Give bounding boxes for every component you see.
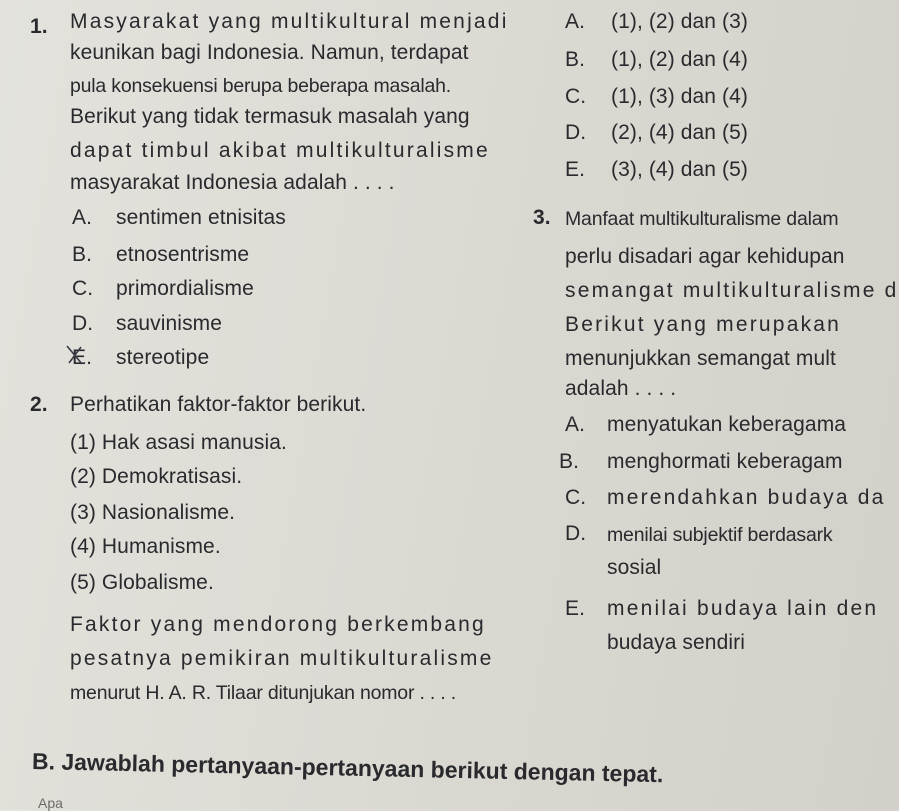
q2-option-e-text: (3), (4) dan (5) <box>611 158 748 181</box>
q2-item-1: (1) Hak asasi manusia. <box>70 431 287 454</box>
q2-option-d-letter: D. <box>565 121 587 144</box>
q1-number: 1. <box>30 15 48 38</box>
q3-option-e-text: menilai budaya lain den <box>607 597 879 620</box>
q2-option-a-letter: A. <box>565 10 586 33</box>
q1-option-a-text: sentimen etnisitas <box>116 206 286 229</box>
section-b-label: B. <box>31 748 56 775</box>
q2-question-line-2: pesatnya pemikiran multikulturalisme <box>70 647 494 670</box>
q2-question-line-1: Faktor yang mendorong berkembang <box>70 613 486 636</box>
q2-number: 2. <box>30 393 48 416</box>
q2-option-c-letter: C. <box>565 85 587 108</box>
q2-item-3: (3) Nasionalisme. <box>70 501 236 524</box>
q2-question-line-3: menurut H. A. R. Tilaar ditunjukan nomor . . . . <box>70 682 456 704</box>
q3-line-2: perlu disadari agar kehidupan <box>565 245 845 268</box>
q3-line-4: Berikut yang merupakan <box>565 313 842 336</box>
q1-option-e-text: stereotipe <box>116 346 210 369</box>
q2-option-d-text: (2), (4) dan (5) <box>611 121 748 144</box>
q2-option-b-letter: B. <box>565 48 586 71</box>
q3-option-b-text: menghormati keberagam <box>607 450 843 473</box>
q3-option-a-letter: A. <box>565 413 586 436</box>
q2-item-4: (4) Humanisme. <box>70 535 221 558</box>
q1-option-b-text: etnosentrisme <box>116 243 250 266</box>
q1-option-d-letter: D. <box>72 312 94 335</box>
q3-option-d-letter: D. <box>565 522 587 545</box>
q2-option-b-text: (1), (2) dan (4) <box>611 48 748 71</box>
answer-cross-mark-icon <box>64 342 86 368</box>
q3-option-d-text-cont: sosial <box>607 556 662 579</box>
q2-item-2: (2) Demokratisasi. <box>70 465 243 488</box>
q3-option-b-letter: B. <box>559 450 580 473</box>
q3-option-c-text: merendahkan budaya da <box>607 486 886 509</box>
q1-line-4: Berikut yang tidak termasuk masalah yang <box>70 105 470 128</box>
q1-option-c-text: primordialisme <box>116 277 254 300</box>
cut-off-text: Apa <box>38 795 63 811</box>
q3-line-6: adalah . . . . <box>565 377 677 400</box>
q3-line-1: Manfaat multikulturalisme dalam <box>565 208 839 230</box>
q3-number: 3. <box>533 206 551 229</box>
q3-option-c-letter: C. <box>565 486 587 509</box>
q3-option-e-letter: E. <box>565 597 586 620</box>
q2-option-e-letter: E. <box>565 158 586 181</box>
q3-option-d-text: menilai subjektif berdasark <box>607 524 833 546</box>
q1-line-2: keunikan bagi Indonesia. Namun, terdapat <box>70 41 469 64</box>
q1-option-d-text: sauvinisme <box>116 312 223 335</box>
q2-item-5: (5) Globalisme. <box>70 571 214 594</box>
q2-intro: Perhatikan faktor-faktor berikut. <box>70 393 367 416</box>
q1-line-3: pula konsekuensi berupa beberapa masalah. <box>70 75 451 97</box>
q1-option-a-letter: A. <box>72 206 93 229</box>
section-b-text: Jawablah pertanyaan-pertanyaan berikut dengan tepat. <box>61 748 664 788</box>
section-b-heading <box>32 748 664 788</box>
q1-line-1: Masyarakat yang multikultural menjadi <box>70 10 509 33</box>
q1-option-c-letter: C. <box>72 277 94 300</box>
q1-option-e-letter: E. <box>72 346 93 369</box>
q2-option-a-text: (1), (2) dan (3) <box>611 10 748 33</box>
q3-option-e-text-cont: budaya sendiri <box>607 631 745 654</box>
q1-line-5: dapat timbul akibat multikulturalisme <box>70 139 490 162</box>
q3-line-5: menunjukkan semangat mult <box>565 347 836 370</box>
q1-option-b-letter: B. <box>72 243 93 266</box>
q3-option-a-text: menyatukan keberagama <box>607 413 847 436</box>
q2-option-c-text: (1), (3) dan (4) <box>611 85 748 108</box>
q3-line-3: semangat multikulturalisme d <box>565 279 899 302</box>
q1-line-6: masyarakat Indonesia adalah . . . . <box>70 171 395 194</box>
